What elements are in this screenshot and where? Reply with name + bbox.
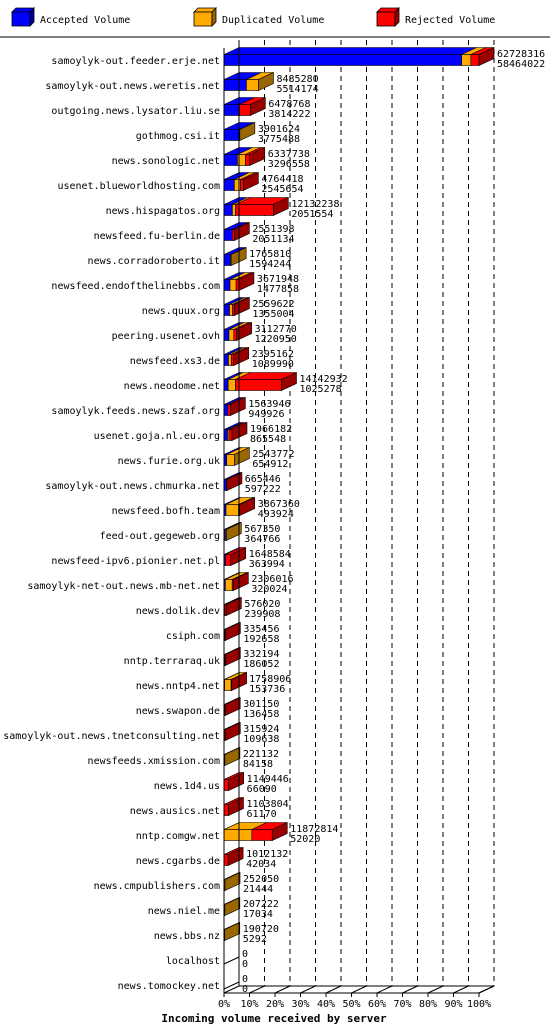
- value-label-accepted: 192658: [243, 634, 280, 645]
- category-label: newsfeed.endofthelinebbs.com: [51, 281, 220, 292]
- value-label-accepted: 865548: [249, 434, 287, 445]
- bar-segment: [252, 830, 272, 841]
- category-label: newsfeed.fu-berlin.de: [93, 231, 220, 242]
- value-label-total: 1765810: [249, 249, 292, 260]
- bar-segment: [224, 405, 228, 416]
- bar-segment: [228, 380, 235, 391]
- bar-segment: [224, 355, 228, 366]
- category-label: news.cmpublishers.com: [93, 881, 220, 892]
- value-label-accepted: 52020: [290, 834, 321, 845]
- x-tick-label: 50%: [342, 999, 361, 1010]
- value-label-accepted: 42034: [246, 859, 277, 870]
- bar-segment: [235, 380, 281, 391]
- category-label: newsfeed-ipv6.pionier.net.pl: [51, 556, 220, 567]
- value-label-total: 12132238: [291, 199, 340, 210]
- category-label: csiph.com: [165, 631, 220, 642]
- value-label-total: 2395162: [251, 349, 294, 360]
- category-label: news.sonologic.net: [111, 156, 220, 167]
- bar-segment: [224, 55, 462, 66]
- value-label-total: 3867360: [257, 499, 300, 510]
- bar-segment: [229, 430, 232, 441]
- bar-segment: [224, 255, 230, 266]
- bar-segment: [224, 80, 246, 91]
- category-label: gothmog.csi.it: [135, 131, 220, 142]
- legend-label: Duplicated Volume: [222, 15, 325, 26]
- bar-segment: [224, 155, 237, 166]
- category-label: nntp.comgw.net: [135, 831, 220, 842]
- value-label-total: 1758906: [249, 674, 292, 685]
- x-tick-label: 90%: [444, 999, 463, 1010]
- value-label-total: 1563946: [248, 399, 291, 410]
- legend-label: Accepted Volume: [40, 15, 131, 26]
- value-label-accepted: 136458: [243, 709, 280, 720]
- value-label-total: 301150: [243, 699, 280, 710]
- bar-segment: [232, 205, 235, 216]
- value-label-total: 207222: [242, 899, 279, 910]
- value-label-total: 221132: [242, 749, 280, 760]
- value-label-accepted: 153736: [249, 684, 286, 695]
- bar-segment: [227, 455, 235, 466]
- value-label-total: 2559622: [252, 299, 295, 310]
- bar-segment: [224, 855, 228, 866]
- category-label: samoylyk-out.news.tnetconsulting.net: [3, 731, 220, 742]
- value-label-total: 2543772: [252, 449, 295, 460]
- category-label: news.1d4.us: [153, 781, 220, 792]
- value-label-total: 2306016: [251, 574, 294, 585]
- bar-segment: [471, 55, 479, 66]
- category-label: news.ausics.net: [129, 806, 220, 817]
- category-label: peering.usenet.ovh: [111, 331, 220, 342]
- bar-segment: [224, 205, 232, 216]
- bar-segment: [232, 230, 234, 241]
- value-label-total: 1149446: [246, 774, 289, 785]
- category-label: samoylyk-net-out.news.mb-net.net: [27, 581, 220, 592]
- legend-label: Rejected Volume: [405, 15, 496, 26]
- value-label-total: 6337738: [267, 149, 310, 160]
- category-label: newsfeed.bofh.team: [111, 506, 220, 517]
- category-label: news.nntp4.net: [135, 681, 220, 692]
- value-label-accepted: 493924: [257, 509, 294, 520]
- value-label-accepted: 654912: [252, 459, 289, 470]
- value-label-accepted: 1220950: [254, 334, 297, 345]
- value-label-accepted: 58464022: [497, 59, 546, 70]
- bar-segment: [224, 780, 228, 791]
- category-label: outgoing.news.lysator.liu.se: [51, 106, 220, 117]
- x-tick-label: 20%: [265, 999, 285, 1010]
- bar-segment: [224, 105, 240, 116]
- category-label: news.dolik.dev: [135, 606, 220, 617]
- category-label: localhost: [165, 956, 220, 967]
- x-tick-label: 30%: [291, 999, 310, 1010]
- legend-swatch: [377, 12, 395, 26]
- bar-segment: [236, 205, 274, 216]
- value-label-total: 1103804: [246, 799, 289, 810]
- value-label-total: 0: [242, 949, 249, 960]
- bar-segment: [224, 280, 230, 291]
- value-label-total: 567350: [244, 524, 281, 535]
- value-label-accepted: 3775488: [257, 134, 301, 145]
- value-label-total: 2551398: [252, 224, 295, 235]
- value-label-accepted: 5514174: [276, 84, 319, 95]
- value-label-total: 1966182: [249, 424, 293, 435]
- bar-segment: [230, 305, 233, 316]
- bar-segment: [229, 330, 234, 341]
- value-label-total: 4764418: [261, 174, 304, 185]
- value-label-total: 190720: [242, 924, 279, 935]
- category-label: news.corradoroberto.it: [87, 256, 220, 267]
- value-label-total: 3901624: [257, 124, 301, 135]
- value-label-total: 14142932: [299, 374, 348, 385]
- value-label-accepted: 0: [242, 959, 249, 970]
- value-label-accepted: 21444: [243, 884, 274, 895]
- bar-segment: [224, 830, 252, 841]
- bar-segment: [228, 355, 231, 366]
- value-label-accepted: 2545654: [261, 184, 304, 195]
- bar-segment: [224, 230, 232, 241]
- legend-swatch: [194, 12, 212, 26]
- value-label-accepted: 1477858: [256, 284, 300, 295]
- bar-segment: [462, 55, 471, 66]
- bar-segment: [231, 355, 233, 366]
- value-label-total: 0: [242, 974, 249, 985]
- value-label-total: 11872814: [290, 824, 339, 835]
- category-label: samoylyk-out.news.weretis.net: [45, 81, 220, 92]
- bar-segment: [224, 180, 234, 191]
- value-label-total: 576020: [244, 599, 281, 610]
- category-label: samoylyk-out.feeder.erje.net: [51, 56, 220, 67]
- x-tick-label: 10%: [240, 999, 259, 1010]
- bar-segment: [224, 380, 228, 391]
- x-tick-label: 60%: [367, 999, 387, 1010]
- x-tick-label: 80%: [418, 999, 438, 1010]
- value-label-accepted: 597222: [244, 484, 281, 495]
- value-label-accepted: 949926: [248, 409, 285, 420]
- category-label: feed-out.gegeweb.org: [99, 531, 220, 542]
- x-tick-label: 0%: [217, 999, 231, 1010]
- bar-segment: [225, 680, 232, 691]
- category-label: nntp.terraraq.uk: [123, 656, 220, 667]
- category-label: news.furie.org.uk: [117, 456, 220, 467]
- value-label-accepted: 109638: [243, 734, 280, 745]
- category-label: usenet.goja.nl.eu.org: [93, 431, 220, 442]
- value-label-accepted: 0: [242, 984, 249, 995]
- value-label-accepted: 186052: [243, 659, 280, 670]
- value-label-accepted: 3814222: [268, 109, 311, 120]
- category-label: news.niel.me: [147, 906, 220, 917]
- category-label: news.cgarbs.de: [135, 856, 220, 867]
- x-tick-label: 40%: [316, 999, 336, 1010]
- bar-segment: [240, 180, 243, 191]
- value-label-accepted: 364766: [244, 534, 281, 545]
- category-label: newsfeed.xs3.de: [129, 356, 220, 367]
- legend-swatch: [12, 12, 30, 26]
- value-label-accepted: 66090: [246, 784, 277, 795]
- value-label-accepted: 363994: [248, 559, 285, 570]
- bar-segment: [230, 280, 236, 291]
- value-label-total: 665446: [244, 474, 281, 485]
- bar-segment: [234, 330, 237, 341]
- bar-segment: [225, 555, 230, 566]
- value-label-total: 252050: [243, 874, 280, 885]
- value-label-accepted: 2051554: [291, 209, 334, 220]
- bar-segment: [246, 155, 250, 166]
- x-tick-label: 100%: [466, 999, 492, 1010]
- bar-segment: [228, 405, 230, 416]
- category-label: news.tomockey.net: [117, 981, 220, 992]
- category-label: news.neodome.net: [123, 381, 220, 392]
- value-label-total: 3112770: [254, 324, 297, 335]
- value-label-total: 3671948: [256, 274, 300, 285]
- bar-segment: [240, 105, 251, 116]
- category-label: news.swapon.de: [135, 706, 220, 717]
- value-label-accepted: 5292: [242, 934, 267, 945]
- bar-segment: [224, 305, 230, 316]
- value-label-total: 62728316: [497, 49, 546, 60]
- value-label-total: 1012132: [246, 849, 289, 860]
- category-label: samoylyk-out.news.chmurka.net: [45, 481, 220, 492]
- value-label-total: 332194: [243, 649, 280, 660]
- value-label-accepted: 17034: [242, 909, 273, 920]
- bar-segment: [224, 805, 228, 816]
- bar-segment: [224, 330, 229, 341]
- value-label-total: 6478768: [268, 99, 311, 110]
- value-label-total: 1648584: [248, 549, 291, 560]
- bar-top: [224, 48, 477, 55]
- value-label-accepted: 1089990: [251, 359, 294, 370]
- value-label-total: 315924: [243, 724, 280, 735]
- bar-segment: [234, 180, 240, 191]
- value-label-accepted: 1025278: [299, 384, 342, 395]
- bar-segment: [226, 505, 239, 516]
- value-label-accepted: 2051134: [252, 234, 295, 245]
- x-tick-label: 70%: [393, 999, 412, 1010]
- bar-segment: [246, 80, 258, 91]
- value-label-accepted: 61170: [246, 809, 277, 820]
- value-label-accepted: 1594244: [249, 259, 292, 270]
- value-label-accepted: 239908: [244, 609, 281, 620]
- bar-segment: [224, 130, 239, 141]
- category-label: news.bbs.nz: [153, 931, 220, 942]
- value-label-total: 8485280: [276, 74, 319, 85]
- bar-segment: [225, 580, 232, 591]
- value-label-accepted: 3296558: [267, 159, 310, 170]
- value-label-accepted: 320024: [251, 584, 288, 595]
- value-label-total: 335456: [243, 624, 280, 635]
- bar-segment: [224, 430, 228, 441]
- category-label: news.quux.org: [141, 306, 220, 317]
- value-label-accepted: 84158: [242, 759, 274, 770]
- category-label: samoylyk.feeds.news.szaf.org: [51, 406, 220, 417]
- category-label: newsfeeds.xmission.com: [87, 756, 220, 767]
- chart-title: Incoming volume received by server: [161, 1012, 387, 1025]
- category-label: usenet.blueworldhosting.com: [57, 181, 220, 192]
- value-label-accepted: 1355004: [252, 309, 295, 320]
- category-label: news.hispagatos.org: [105, 206, 220, 217]
